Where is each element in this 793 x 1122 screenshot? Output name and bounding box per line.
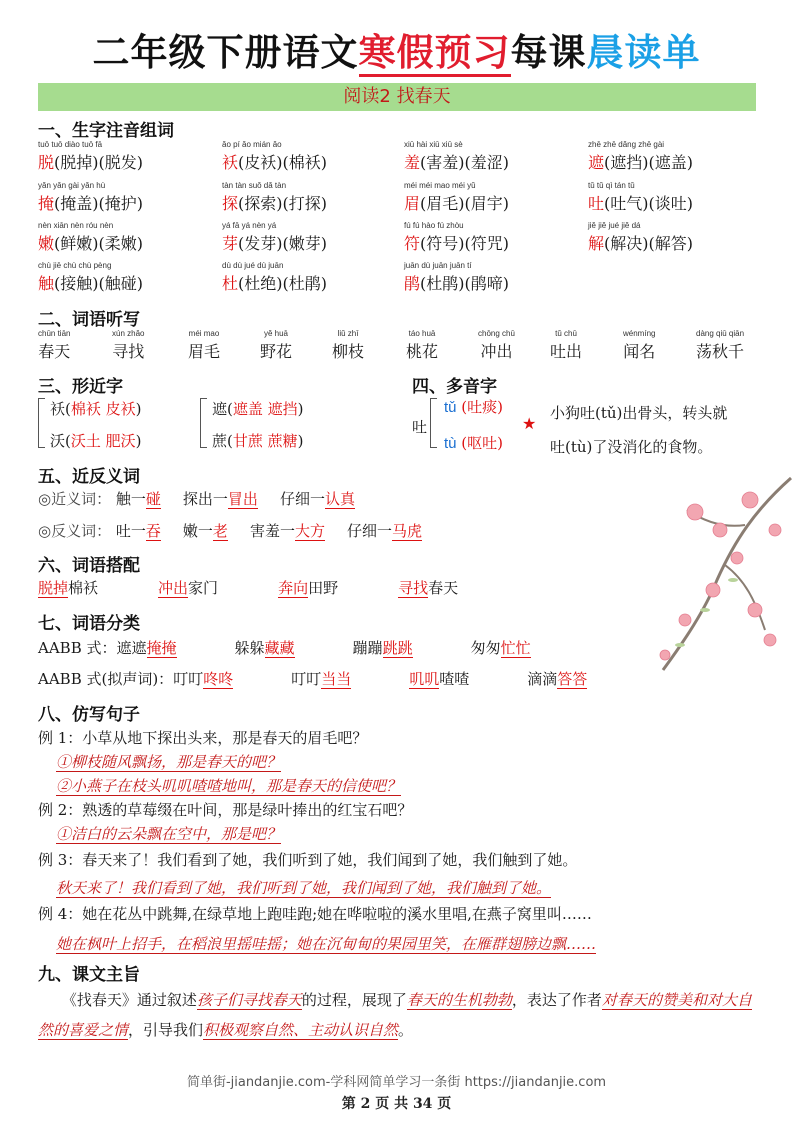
example-4-answer: 她在枫叶上招手，在稻浪里摇哇摇；她在沉甸甸的果园里笑，在雁群翅膀边飘…… — [56, 935, 597, 953]
dictation-item: wénmíng 闻名 — [623, 329, 656, 361]
bracket — [200, 398, 207, 448]
section-heading-dictation: 二、词语听写 — [38, 310, 140, 330]
dictation-item: chōng chū 冲出 — [478, 329, 515, 361]
vocab-entry: 杜(杜绝)(杜鹃) — [222, 274, 327, 293]
antonym-pair: 嫩一老 — [182, 522, 228, 540]
polyphone-sentence-2: 吐(tù)了没消化的食物。 — [550, 438, 713, 456]
vocab-entry: 羞(害羞)(羞涩) — [404, 153, 509, 172]
dictation-item: tǔ chū 吐出 — [550, 329, 583, 361]
vocab-pinyin: méi méi mao méi yǔ — [404, 181, 476, 190]
polyphone-sentence-1: 小狗吐(tǔ)出骨头，转头就 — [550, 404, 728, 422]
dictation-item: chūn tiān 春天 — [38, 329, 71, 361]
vocab-pinyin: xiū hài xiū xiū sè — [404, 140, 463, 149]
synonym-pair: 仔细一认真 — [279, 490, 355, 508]
bracket — [38, 398, 45, 448]
vocab-pinyin: nèn xiān nèn róu nèn — [38, 221, 114, 230]
polyphone-char: 吐 — [412, 418, 428, 436]
similar-char-a1: 袄(棉袄 皮袄) — [50, 400, 142, 418]
vocab-entry: 符(符号)(符咒) — [404, 234, 509, 253]
dictation-item: yě huā 野花 — [260, 329, 293, 361]
similar-char-b1: 遮(遮盖 遮挡) — [212, 400, 304, 418]
example-3: 例 3：春天来了！我们看到了她，我们听到了她，我们闻到了她，我们触到了她。 — [38, 851, 578, 869]
theme-paragraph: 《找春天》通过叙述孩子们寻找春天的过程，展现了春天的生机勃勃，表达了作者对春天的赞美和对大自然的喜爱之情，引导我们积极观察自然、主动认识自然。 — [38, 991, 752, 1039]
section-heading-classify: 七、词语分类 — [38, 614, 140, 634]
synonyms-row: ◎近义词： 触一碰 探出一冒出 仔细一认真 — [38, 490, 355, 508]
plum-blossom-decoration — [625, 470, 793, 680]
vocab-pinyin: tǔ tǔ qì tán tǔ — [588, 181, 635, 190]
dictation-item: xún zhǎo 寻找 — [112, 329, 145, 361]
example-1-answer-b: ②小燕子在枝头叽叽喳喳地叫，那是春天的信使吧？ — [56, 777, 402, 795]
polyphone-reading-1: tǔ (吐痰) — [444, 398, 504, 416]
vocab-pinyin: fú fú hào fú zhòu — [404, 221, 464, 230]
classify-item: 叮叮当当 — [291, 670, 352, 688]
antonyms-row: ◎反义词： 吐一吞 嫩一老 害羞一大方 仔细一马虎 — [38, 522, 422, 540]
polyphone-reading-2: tù (呕吐) — [444, 434, 504, 452]
vocab-pinyin: juān dù juān juān tí — [404, 261, 472, 270]
vocab-pinyin: tàn tàn suǒ dǎ tàn — [222, 181, 287, 190]
collocation-pair: 脱掉棉袄 — [38, 579, 99, 597]
vocab-pinyin: zhē zhē dǎng zhē gài — [588, 140, 665, 149]
vocab-entry: 眉(眉毛)(眉宇) — [404, 194, 509, 213]
vocab-entry: 袄(皮袄)(棉袄) — [222, 153, 327, 172]
example-1: 例 1：小草从地下探出头来，那是春天的眉毛吧？ — [38, 729, 368, 747]
vocab-entry: 吐(吐气)(谈吐) — [588, 194, 693, 213]
vocab-pinyin: chù jiē chù chù pèng — [38, 261, 112, 270]
lesson-title-bar: 阅读2 找春天 — [38, 83, 756, 111]
example-2: 例 2：熟透的草莓缀在叶间，那是绿叶捧出的红宝石吧？ — [38, 801, 413, 819]
dictation-item: táo huā 桃花 — [406, 329, 439, 361]
collocation-pair: 冲出家门 — [158, 579, 219, 597]
vocab-entry: 遮(遮挡)(遮盖) — [588, 153, 693, 172]
section-heading-collocation: 六、词语搭配 — [38, 556, 140, 576]
vocab-pinyin: jiě jiě jué jiě dá — [588, 221, 641, 230]
similar-char-b2: 蔗(甘蔗 蔗糖) — [212, 432, 304, 450]
section-heading-polyphone: 四、多音字 — [412, 377, 497, 397]
classify-item: 叮叮咚咚 — [173, 670, 234, 688]
classify-row-2: AABB 式(拟声词)：叮叮咚咚 叮叮当当 叽叽喳喳 滴滴答答 — [38, 670, 588, 688]
section-heading-synonyms: 五、近反义词 — [38, 467, 140, 487]
example-3-answer: 秋天来了！我们看到了她，我们听到了她，我们闻到了她，我们触到了她。 — [56, 879, 552, 897]
synonym-pair: 触一碰 — [115, 490, 161, 508]
page-title: 二年级下册语文寒假预习每课晨读单 — [0, 22, 793, 76]
vocab-entry: 脱(脱掉)(脱发) — [38, 153, 143, 172]
section-heading-theme: 九、课文主旨 — [38, 965, 140, 985]
dictation-item: méi mao 眉毛 — [188, 329, 221, 361]
example-1-answer-a: ①柳枝随风飘扬，那是春天的吧？ — [56, 753, 282, 771]
vocab-entry: 掩(掩盖)(掩护) — [38, 194, 143, 213]
dictation-item: dàng qiū qiān 荡秋千 — [696, 329, 745, 361]
vocab-pinyin: yǎn yǎn gài yǎn hù — [38, 181, 106, 190]
classify-row-1: AABB 式：遮遮掩掩 躲躲藏藏 蹦蹦跳跳 匆匆忙忙 — [38, 639, 531, 657]
classify-item: 遮遮掩掩 — [116, 639, 177, 657]
collocation-pair: 寻找春天 — [398, 579, 459, 597]
example-4: 例 4：她在花丛中跳舞,在绿草地上跑哇跑;她在哗啦啦的溪水里唱,在燕子窝里叫…… — [38, 905, 592, 923]
classify-item: 滴滴答答 — [527, 670, 588, 688]
similar-char-a2: 沃(沃土 肥沃) — [50, 432, 142, 450]
footer-source: 简单街-jiandanjie.com-学科网简单学习一条街 https://jiandanjie.com — [186, 1075, 607, 1090]
vocab-entry: 嫩(鲜嫩)(柔嫩) — [38, 234, 143, 253]
vocab-entry: 触(接触)(触碰) — [38, 274, 143, 293]
example-2-answer: ①洁白的云朵飘在空中，那是吧？ — [56, 825, 282, 843]
collocation-pair: 奔向田野 — [278, 579, 339, 597]
antonym-pair: 仔细一马虎 — [346, 522, 422, 540]
section-heading-imitation: 八、仿写句子 — [38, 705, 140, 725]
vocab-entry: 鹃(杜鹃)(鹃啼) — [404, 274, 509, 293]
antonym-pair: 吐一吞 — [115, 522, 161, 540]
classify-item: 躲躲藏藏 — [234, 639, 295, 657]
antonym-pair: 害羞一大方 — [249, 522, 325, 540]
vocab-entry: 探(探索)(打探) — [222, 194, 327, 213]
star-icon: ★ — [522, 414, 537, 433]
collocation-row — [38, 577, 518, 598]
vocab-pinyin: ǎo pí ǎo mián ǎo — [222, 140, 282, 149]
dictation-item: liǔ zhī 柳枝 — [332, 329, 365, 361]
section-heading-similar: 三、形近字 — [38, 377, 123, 397]
section-heading-vocab: 一、生字注音组词 — [38, 121, 174, 141]
vocab-pinyin: yá fā yá nèn yá — [222, 221, 277, 230]
classify-item: 匆匆忙忙 — [470, 639, 531, 657]
classify-item: 蹦蹦跳跳 — [352, 639, 413, 657]
classify-item: 叽叽喳喳 — [409, 670, 470, 688]
page-number: 第 2 页 共 34 页 — [341, 1096, 452, 1112]
vocab-entry: 解(解决)(解答) — [588, 234, 693, 253]
vocab-pinyin: tuō tuō diào tuō fā — [38, 140, 103, 149]
synonym-pair: 探出一冒出 — [182, 490, 258, 508]
vocab-entry: 芽(发芽)(嫩芽) — [222, 234, 327, 253]
bracket — [430, 398, 437, 448]
vocab-pinyin: dù dù jué dù juān — [222, 261, 284, 270]
